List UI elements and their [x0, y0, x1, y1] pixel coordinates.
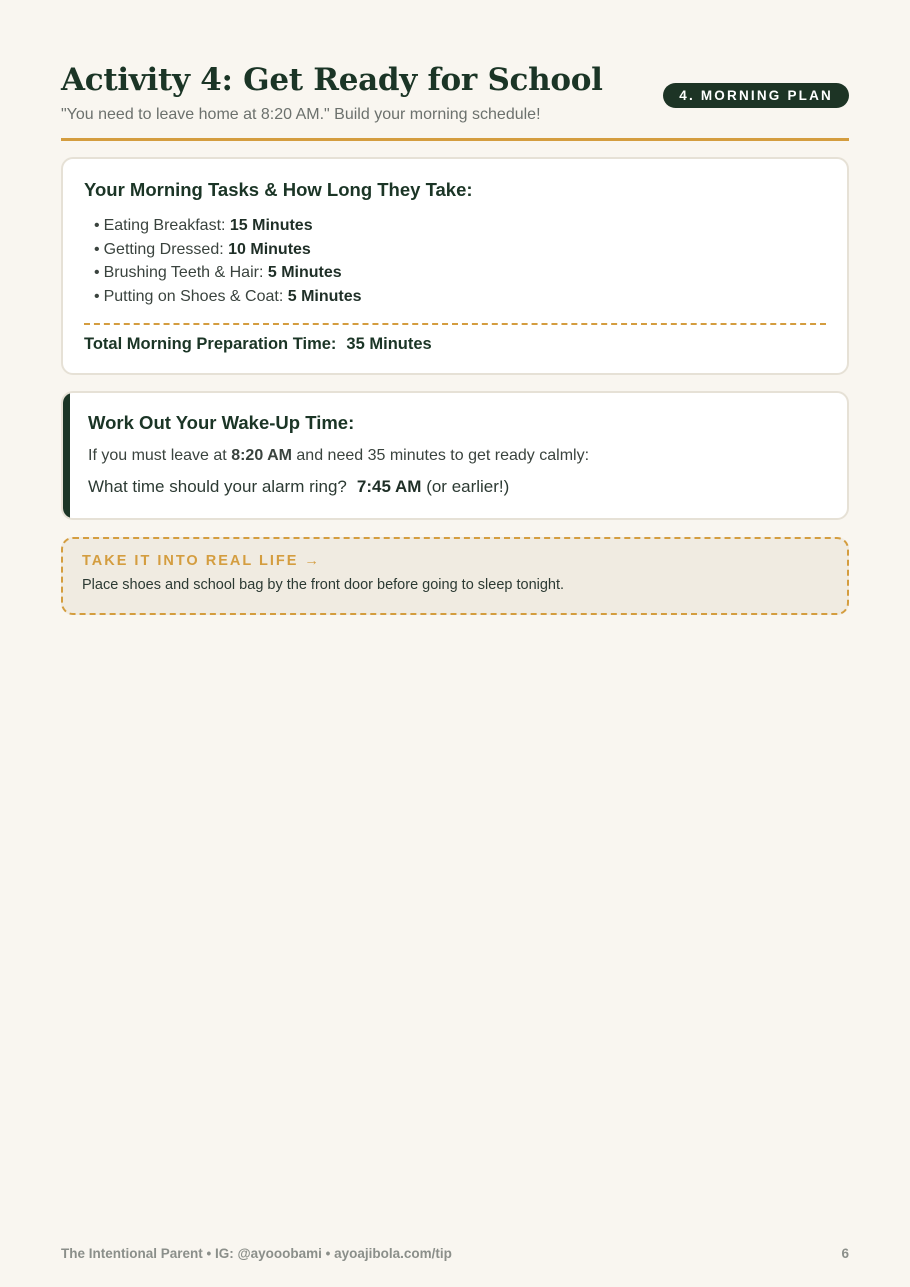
- list-item: [94, 261, 826, 285]
- bullet-icon: •: [94, 264, 100, 281]
- bullet-icon: •: [94, 287, 100, 305]
- total-label: Total Morning Preparation Time:: [84, 335, 337, 353]
- answer-note: (or earlier!): [426, 477, 510, 496]
- task-duration: 10 Minutes: [228, 240, 311, 258]
- task-list: [84, 214, 826, 308]
- wake-instruction: [88, 447, 827, 465]
- wake-up-card: [61, 391, 849, 520]
- task-duration: 5 Minutes: [267, 264, 342, 281]
- real-life-tip: [61, 537, 849, 615]
- bullet-icon: •: [94, 217, 100, 234]
- task-label: Getting Dressed:: [103, 240, 224, 258]
- task-duration: 5 Minutes: [287, 287, 362, 305]
- accent-bar: [63, 393, 70, 518]
- task-duration: 15 Minutes: [229, 217, 313, 234]
- tip-label: TAKE IT INTO REAL LIFE →: [82, 553, 321, 569]
- alarm-question: [88, 477, 827, 497]
- leave-time: 8:20 AM: [231, 447, 292, 464]
- total-value: 35 Minutes: [346, 335, 432, 353]
- instruction-prefix: If you must leave at: [88, 447, 227, 464]
- tasks-heading: Your Morning Tasks & How Long They Take:: [84, 179, 473, 200]
- task-label: Putting on Shoes & Coat:: [103, 287, 284, 305]
- list-item: [94, 214, 826, 238]
- dashed-divider: [84, 323, 826, 325]
- task-label: Eating Breakfast:: [103, 217, 226, 234]
- task-label: Brushing Teeth & Hair:: [103, 264, 264, 281]
- section-badge: 4. MORNING PLAN: [663, 83, 849, 108]
- morning-tasks-card: [61, 157, 849, 375]
- tip-text: Place shoes and school bag by the front door before going to sleep tonight.: [82, 577, 565, 593]
- list-item: [94, 285, 826, 309]
- instruction-suffix: and need 35 minutes to get ready calmly:: [296, 447, 590, 464]
- alarm-answer: 7:45 AM: [356, 477, 422, 496]
- list-item: [94, 238, 826, 262]
- bullet-icon: •: [94, 240, 100, 258]
- activity-header: [61, 0, 849, 141]
- total-time: [84, 335, 826, 354]
- question-text: What time should your alarm ring?: [88, 477, 347, 496]
- wake-heading: Work Out Your Wake-Up Time:: [88, 412, 355, 433]
- footer-credits: The Intentional Parent • IG: @ayooobami • ayoajibola.com/tip: [61, 1246, 452, 1261]
- worksheet-page: [61, 0, 849, 593]
- page-number: 6: [841, 1246, 849, 1261]
- page-title: Activity 4: Get Ready for School: [61, 62, 603, 98]
- page-subtitle: "You need to leave home at 8:20 AM." Build your morning schedule!: [61, 106, 541, 123]
